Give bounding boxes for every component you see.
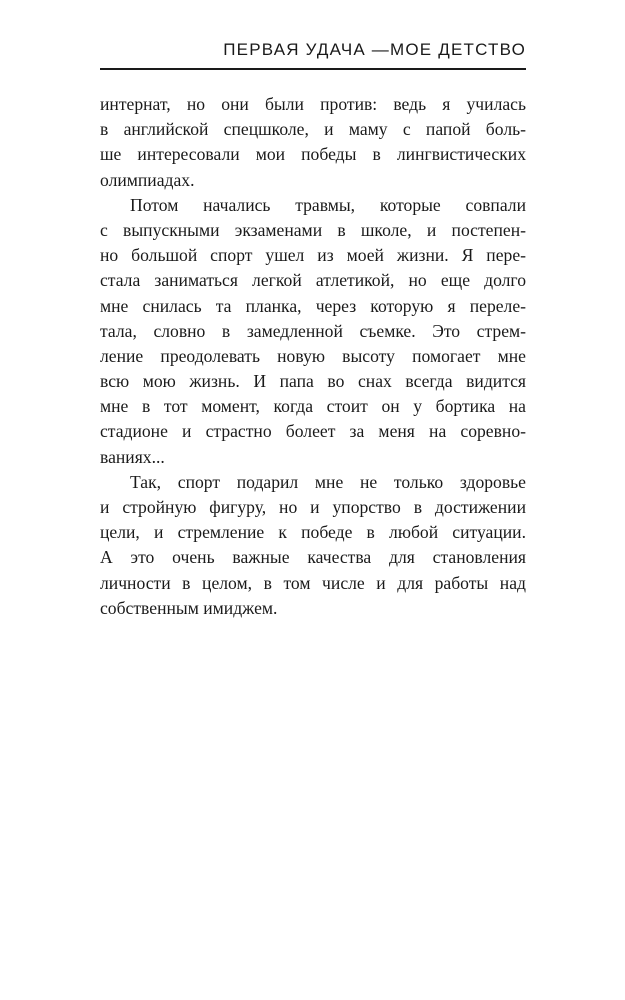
header-rule — [100, 68, 526, 70]
text-line: всю мою жизнь. И папа во снах всегда видится — [100, 371, 526, 392]
paragraph — [100, 92, 526, 193]
text-line: интернат, но они были против: ведь я училась — [100, 94, 526, 114]
text-line: личности в целом, в том числе и для работы над — [100, 572, 526, 593]
text-line: и стройную фигуру, но и упорство в достижении — [100, 497, 526, 517]
paragraph — [100, 470, 526, 621]
text-line: ваниях... — [100, 446, 165, 467]
paragraph — [100, 193, 526, 470]
text-line: в английской спецшколе, и маму с папой боль- — [100, 119, 526, 140]
text-line: ше интересовали мои победы в лингвистических — [100, 144, 526, 165]
text-line: мне в тот момент, когда стоит он у бортика на — [100, 396, 526, 417]
text-line: олимпиадах. — [100, 169, 195, 190]
text-line: но большой спорт ушел из моей жизни. Я пере- — [100, 245, 526, 266]
text-line: стадионе и страстно болеет за меня на соревно- — [100, 421, 526, 442]
text-line: мне снилась та планка, через которую я переле- — [100, 295, 526, 316]
text-line: с выпускными экзаменами в школе, и постепен- — [100, 219, 526, 240]
text-line: тала, словно в замедленной съемке. Это стрем- — [100, 320, 526, 341]
running-header: ПЕРВАЯ УДАЧА —МОЕ ДЕТСТВО — [223, 40, 526, 59]
body-text — [100, 92, 526, 621]
text-line: собственным имиджем. — [100, 597, 278, 618]
text-line: стала заниматься легкой атлетикой, но еще долго — [100, 270, 526, 291]
text-line: Так, спорт подарил мне не только здоровье — [130, 471, 526, 492]
text-line: цели, и стремление к победе в любой ситуации. — [100, 522, 526, 543]
text-line: Потом начались травмы, которые совпали — [130, 194, 526, 215]
text-line: А это очень важные качества для становления — [100, 547, 526, 568]
text-line: ление преодолевать новую высоту помогает мне — [100, 345, 526, 366]
